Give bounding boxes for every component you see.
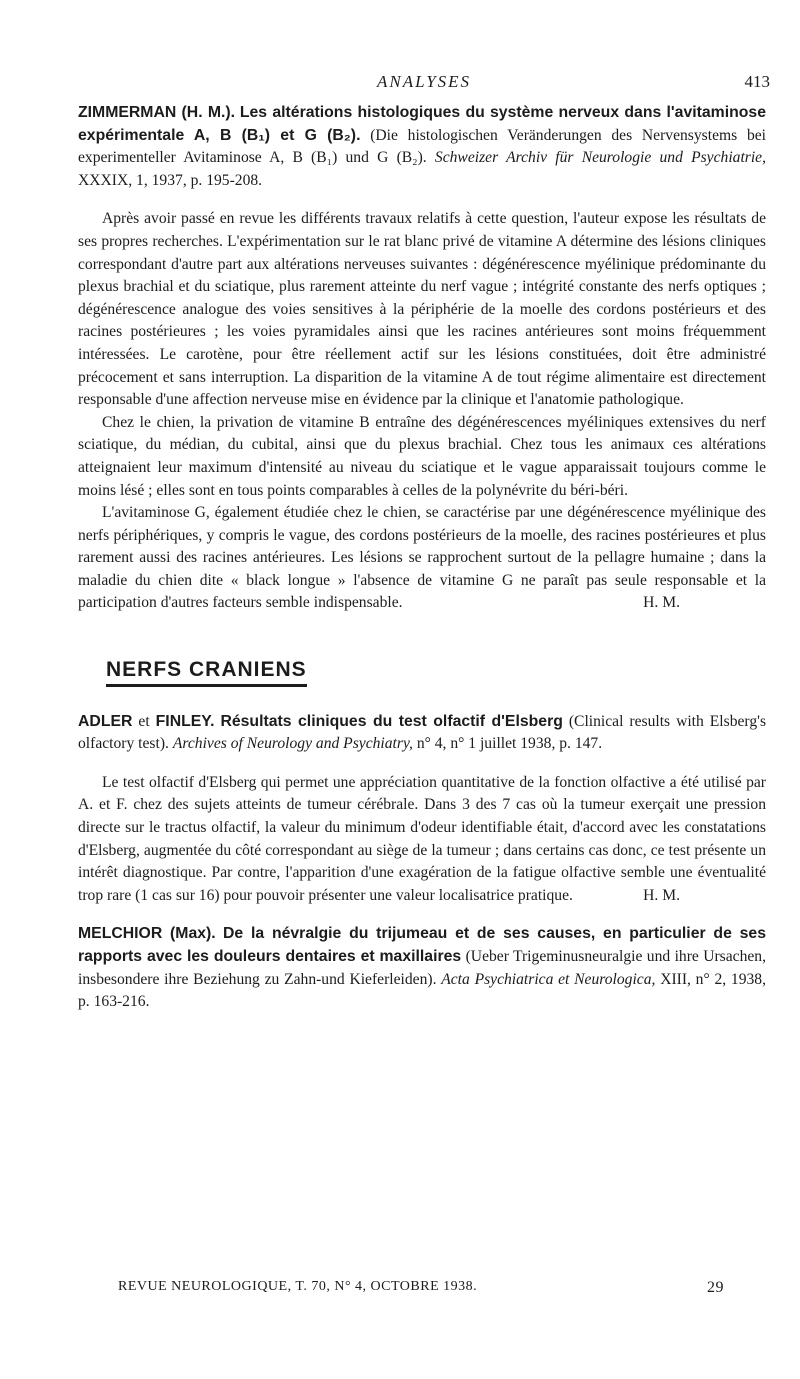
page-body [78, 102, 766, 1014]
zimmerman-author: ZIMMERMAN (H. M.). [78, 104, 236, 121]
running-head-title: ANALYSES [376, 72, 472, 91]
melchior-original-title: (Ueber Trigeminusneuralgie und ihre Ursachen, insbesondere ihre Beziehung zu Zahn-und Kieferleiden). [78, 948, 766, 988]
zimmerman-title: Les altérations histologiques du système nerveux dans l'avitaminose expérimentale A, B (B₁) et G (B₂). [78, 104, 766, 144]
adler-paragraph-1 [78, 772, 766, 908]
zimmerman-original-title: (Die histologischen Veränderungen des Nervensystems bei experimenteller Avitaminose A, B (B₁) und G (B₂). [78, 126, 766, 167]
melchior-journal: Acta Psychiatrica et Neurologica, [441, 970, 656, 988]
zimmerman-paragraph-3 [78, 502, 766, 615]
adler-author-join: et [138, 712, 150, 730]
adler-author: ADLER [78, 712, 133, 730]
zimmerman-journal: Schweizer Archiv für Neurologie und Psychiatrie, [434, 149, 767, 167]
melchior-citation: XIII, n° 2, 1938, p. 163-216. [78, 970, 767, 1011]
adler-original-title: (Clinical results with Elsberg's olfactory test). [78, 712, 767, 753]
page-number: 413 [744, 72, 770, 91]
footer-sheet-number: 29 [707, 1279, 724, 1296]
footer-journal: REVUE NEUROLOGIQUE, T. 70, N° 4, OCTOBRE 1938. [118, 1279, 478, 1294]
adler-citation: n° 4, n° 1 juillet 1938, p. 147. [416, 735, 603, 753]
adler-title: Résultats cliniques du test olfactif d'Elsberg [220, 712, 563, 730]
melchior-entry-heading [78, 923, 766, 1013]
zimmerman-paragraph-3-text: L'avitaminose G, également étudiée chez le chien, se caractérise par une dégénérescence myélinique des nerfs périphériques, y compris le vague, des cordons postérieurs de la moelle, des racines postérieures et plus rarement aussi des racines antérieures. Les lésions se rapprochent surtout de la pellagre humaine ; dans la maladie du chien dite « black longue » l'absence de vitamine G ne paraît pas seule responsable et la participation d'autres facteurs semble indispensable. [78, 504, 766, 612]
melchior-title: De la névralgie du trijumeau et de ses causes, en particulier de ses rapports avec les douleurs dentaires et maxillaires [78, 925, 767, 965]
adler-signature: H. M. [643, 886, 680, 904]
zimmerman-paragraph-1: Après avoir passé en revue les différents travaux relatifs à cette question, l'auteur expose les résultats de ses propres recherches. L'expérimentation sur le rat blanc privé de vitamine A détermine des lésions cliniques correspondant d'autre part aux altérations nerveuses suivantes : dégénérescence myélinique prédominante du plexus brachial et du sciatique, plus rarement atteinte du nerf vague ; intégrité constante des nerfs optiques ; dégénérescence analogue des voies sensitives à la périphérie de la moelle des cordons postérieurs et des racines postérieures ; les voies pyramidales ainsi que les racines antérieures sont moins fréquemment intéressées. Le carotène, pour être réellement actif sur les lésions constituées, doit être administré précocement et sans interruption. La disparition de la vitamine A de tout régime alimentaire est directement responsable d'une affection nerveuse mise en évidence par la clinique et l'anatomie pathologique. [78, 210, 766, 409]
adler-entry-heading [78, 711, 766, 756]
page-footer [118, 1279, 724, 1295]
section-heading [106, 659, 766, 687]
zimmerman-paragraph-2: Chez le chien, la privation de vitamine B entraîne des dégénérescences myéliniques extensives du nerf sciatique, du médian, du cubital, ainsi que du plexus brachial. Chez tous les animaux ces altérations atteignaient leur maximum d'intensité au niveau du sciatique et le vague apparaissait toujours comme le moins lésé ; elles sont en tous points comparables à celles de la polynévrite du béri-béri. [78, 413, 766, 499]
zimmerman-citation: XXXIX, 1, 1937, p. 195-208. [78, 171, 263, 189]
adler-paragraph-1-text: Le test olfactif d'Elsberg qui permet une appréciation quantitative de la fonction olfactive a été utilisé par A. et F. chez des sujets atteints de tumeur cérébrale. Dans 3 des 7 cas où la tumeur exerçait une pression directe sur le tractus olfactif, la valeur du minimum d'odeur identifiable était, d'accord avec les constatations d'Elsberg, augmentée du côté correspondant au siège de la tumeur ; dans certains cas donc, ce test présente un intérêt diagnostique. Par contre, l'apparition d'une exagération de la fatigue olfactive semble une éventualité trop rare (1 cas sur 16) pour pouvoir présenter une valeur localisatrice pratique. [78, 773, 766, 904]
running-head [78, 72, 770, 94]
zimmerman-signature: H. M. [643, 594, 680, 612]
melchior-author: MELCHIOR (Max). [78, 925, 216, 943]
adler-journal: Archives of Neurology and Psychiatry, [172, 735, 413, 753]
section-title: NERFS CRANIENS [106, 659, 307, 687]
zimmerman-entry-heading [78, 102, 766, 192]
adler-author-2: FINLEY. [155, 712, 215, 730]
